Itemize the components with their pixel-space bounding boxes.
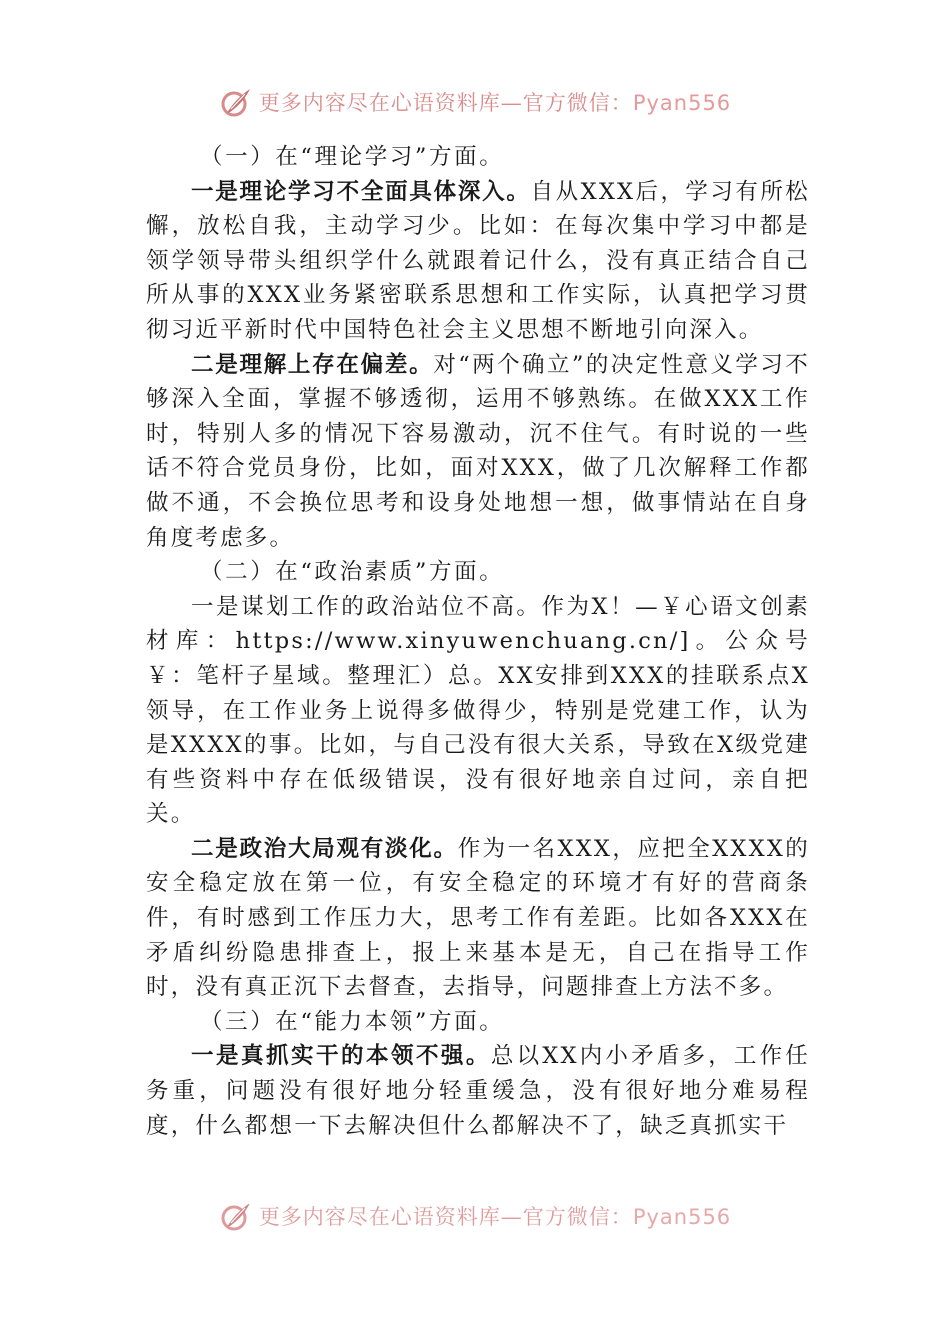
paragraph-2 (146, 348, 810, 556)
paragraph-4 (146, 832, 810, 1005)
header-watermark-text: 更多内容尽在心语资料库—官方微信： (258, 91, 633, 115)
paragraph-2-lead: 二是理解上存在偏差。 (191, 351, 434, 378)
footer-watermark-text: 更多内容尽在心语资料库—官方微信： (258, 1205, 633, 1229)
paragraph-1 (146, 175, 810, 348)
header-watermark (0, 82, 950, 122)
paragraph-2-body: 对“两个确立”的决定性意义学习不够深入全面，掌握不够透彻，运用不够熟练。在做XXX工作时，特别人多的情况下容易激动，沉不住气。有时说的一些话不符合党员身份，比如，面对XXX，做了几次解释工作都做不通，不会换位思考和设身处地想一想，做事情站在自身角度考虑多。 (146, 351, 810, 551)
section-heading-3: （三）在“能力本领”方面。 (200, 1008, 505, 1035)
footer-wechat-id: Pyan556 (632, 1205, 732, 1229)
paragraph-4-lead: 二是政治大局观有淡化。 (191, 835, 458, 862)
paragraph-1-body: 自从XXX后，学习有所松懈，放松自我，主动学习少。比如：在每次集中学习中都是领学领导带头组织学什么就跟着记什么，没有真正结合自己所从事的XXX业务紧密联系思想和工作实际，认真把学习贯彻习近平新时代中国特色社会主义思想不断地引向深入。 (146, 178, 810, 343)
paragraph-3: 一是谋划工作的政治站位不高。作为X！—￥心语文创素材库：https://www.xinyuwenchuang.cn/]。公众号￥：笔杆子星域。整理汇）总。XX安排到XXX的挂联系点X领导，在工作业务上说得多做得少，特别是党建工作，认为是XXXX的事。比如，与自己没有很大关系，导致在X级党建有些资料中存在低级错误，没有很好地亲自过问，亲自把关。 (146, 593, 810, 828)
footer-watermark (0, 1204, 950, 1240)
section-heading-2: （二）在“政治素质”方面。 (200, 559, 505, 586)
paragraph-5-body: 总以XX内小矛盾多，工作任务重，问题没有很好地分轻重缓急，没有很好地分难易程度，什么都想一下去解决但什么都解决不了，缺乏真抓实干 (146, 1043, 810, 1139)
paragraph-5-lead: 一是真抓实干的本领不强。 (191, 1043, 491, 1070)
paragraph-1-lead: 一是理论学习不全面具体深入。 (191, 178, 531, 205)
paragraph-4-body: 作为一名XXX，应把全XXXX的安全稳定放在第一位，有安全稳定的环境才有好的营商条件，有时感到工作压力大，思考工作有差距。比如各XXX在矛盾纠纷隐患排查上，报上来基本是无，自己在指导工作时，没有真正沉下去督查，去指导，问题排查上方法不多。 (146, 835, 810, 1001)
header-wechat-id: Pyan556 (632, 91, 732, 115)
paragraph-5 (146, 1039, 810, 1143)
quill-logo-icon (219, 1204, 253, 1233)
section-heading-1: （一）在“理论学习”方面。 (200, 144, 505, 170)
document-body (146, 140, 810, 1216)
quill-logo-icon (219, 85, 253, 119)
